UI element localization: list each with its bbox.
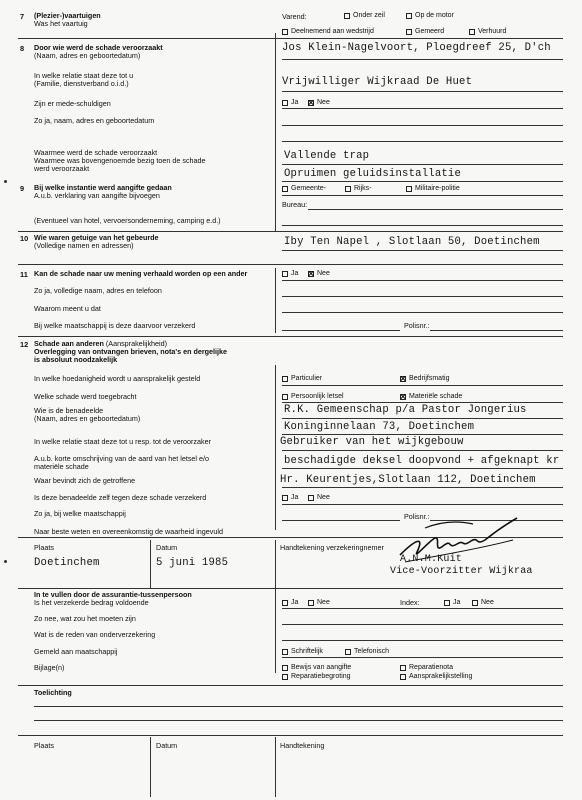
field-label: A.u.b. verklaring van aangifte bijvoegen [34, 191, 160, 200]
field-label: In welke hoedanigheid wordt u aansprakelijk gesteld [34, 374, 201, 383]
field-label: (Naam, adres en geboortedatum) [34, 51, 141, 60]
section-title: Wie waren getuige van het gebeurde [34, 233, 159, 242]
checkbox-op-de-motor[interactable]: Op de motor [406, 12, 454, 19]
checkbox-nee[interactable]: Nee [308, 599, 330, 606]
fill-line [282, 520, 400, 521]
field-label: Waarom meent u dat [34, 304, 101, 313]
field-label: Zo ja, naam, adres en geboortedatum [34, 116, 155, 125]
field-label: Plaats [34, 543, 54, 552]
section-title: is absoluut noodzakelijk [34, 355, 118, 364]
column-divider [275, 33, 276, 231]
checkbox-gemeerd[interactable]: Gemeerd [406, 28, 444, 35]
punch-hole [4, 560, 7, 563]
fill-line [282, 312, 563, 313]
fill-line [282, 296, 563, 297]
checkbox-bedrijfsmatig[interactable]: Bedrijfsmatig [400, 375, 449, 382]
signer-role: Vice-Voorzitter Wijkraa [390, 566, 533, 577]
field-label: (Naam, adres en geboortedatum) [34, 414, 141, 423]
field-label: Is het verzekerde bedrag voldoende [34, 598, 149, 607]
field-label: Gemeld aan maatschappij [34, 647, 118, 656]
fill-line [282, 434, 563, 435]
column-divider [150, 737, 151, 797]
field-label: Zo nee, wat zou het moeten zijn [34, 614, 136, 623]
section-number: 9 [20, 184, 25, 193]
field-label: Plaats [34, 741, 54, 750]
fill-line [282, 181, 563, 182]
checkbox-index-ja[interactable]: Ja [444, 599, 460, 606]
fill-line [282, 108, 563, 109]
declaration-text: Naar beste weten en overeenkomstig de waarheid ingevuld [34, 527, 223, 536]
column-divider [275, 268, 276, 333]
column-divider [275, 585, 276, 673]
checkbox-schriftelijk[interactable]: Schriftelijk [282, 648, 323, 655]
varend-label: Varend: [282, 12, 307, 21]
field-label: In welke relatie staat deze tot u [34, 71, 134, 80]
section-number: 11 [20, 270, 28, 279]
checkbox-begroting[interactable]: Reparatiebegroting [282, 673, 351, 680]
fill-line [282, 164, 563, 165]
fill-line [282, 330, 400, 331]
waarmee-value[interactable]: Vallende trap [284, 150, 370, 162]
polisnr-label: Polisnr.: [404, 321, 430, 330]
fill-line [282, 225, 563, 226]
datum-value[interactable]: 5 juni 1985 [156, 557, 229, 569]
field-label: Datum [156, 543, 178, 552]
checkbox-rijks[interactable]: Rijks- [345, 185, 372, 192]
checkbox-particulier[interactable]: Particulier [282, 375, 322, 382]
section-divider [18, 685, 563, 686]
relatie-value[interactable]: Vrijwilliger Wijkraad De Huet [282, 76, 473, 88]
checkbox-materiele-schade[interactable]: Materiële schade [400, 393, 462, 400]
section-title: Toelichting [34, 688, 72, 697]
index-label: Index: [400, 598, 420, 607]
column-divider [275, 365, 276, 530]
section-number: 8 [20, 44, 25, 53]
checkbox-nee[interactable]: Nee [308, 99, 330, 106]
fill-line [282, 450, 563, 451]
field-label: Bureau: [282, 200, 308, 209]
fill-line [430, 330, 563, 331]
veroorzaker-value[interactable]: Jos Klein-Nagelvoort, Ploegdreef 25, D'ch [282, 42, 551, 54]
checkbox-militaire[interactable]: Militaire-politie [406, 185, 460, 192]
fill-line [282, 624, 563, 625]
checkbox-telefonisch[interactable]: Telefonisch [345, 648, 389, 655]
benadeelde-adres-value[interactable]: Koninginnelaan 73, Doetinchem [284, 421, 475, 433]
section-number: 7 [20, 12, 25, 21]
omschrijving-value[interactable]: beschadigde deksel doopvond + afgeknapt kr [284, 455, 560, 467]
waar-value[interactable]: Hr. Keurentjes,Slotlaan 112, Doetinchem [280, 474, 536, 486]
punch-hole [4, 180, 7, 183]
field-label: Is deze benadeelde zelf tegen deze schade verzekerd [34, 493, 207, 502]
field-label: (Volledige namen en adressen) [34, 241, 134, 250]
field-label: Waar bevindt zich de getroffene [34, 476, 136, 485]
bezig-value[interactable]: Opruimen geluidsinstallatie [284, 168, 462, 180]
checkbox-index-nee[interactable]: Nee [472, 599, 494, 606]
field-label: Wie is de benadeelde [34, 406, 104, 415]
field-label: Welke schade werd toegebracht [34, 392, 137, 401]
fill-line [308, 209, 563, 210]
field-label: Datum [156, 741, 178, 750]
section-title: Door wie werd de schade veroorzaakt [34, 43, 163, 52]
checkbox-onder-zeil[interactable]: Onder zeil [344, 12, 385, 19]
relatie-benadeelde-value[interactable]: Gebruiker van het wijkgebouw [280, 436, 464, 448]
field-label: Waarmee werd de schade veroorzaakt [34, 148, 158, 157]
checkbox-persoonlijk-letsel[interactable]: Persoonlijk letsel [282, 393, 344, 400]
section-divider [18, 336, 563, 337]
fill-line [34, 706, 563, 707]
checkbox-nee[interactable]: Nee [308, 494, 330, 501]
field-label: A.u.b. korte omschrijving van de aard van het letsel e/o [34, 454, 209, 463]
signer-name: A.N.M.Kuit [400, 554, 463, 565]
section-divider [18, 38, 563, 39]
checkbox-reparatienota[interactable]: Reparatienota [400, 664, 453, 671]
fill-line [282, 385, 563, 386]
fill-line [282, 125, 563, 126]
field-label: werd veroorzaakt [34, 164, 90, 173]
field-label: Zijn er mede-schuldigen [34, 99, 111, 108]
section-title: Kan de schade naar uw mening verhaald worden op een ander [34, 269, 248, 278]
section-divider [18, 735, 563, 736]
fill-line [282, 418, 563, 419]
checkbox-gemeente[interactable]: Gemeente- [282, 185, 326, 192]
field-label: Bij welke maatschappij is deze daarvoor verzekerd [34, 321, 196, 330]
benadeelde-value[interactable]: R.K. Gemeenschap p/a Pastor Jongerius [284, 404, 527, 416]
checkbox-wedstrijd[interactable]: Deelnemend aan wedstrijd [282, 28, 374, 35]
column-divider [275, 737, 276, 797]
section-number: 12 [20, 340, 29, 349]
checkbox-nee[interactable]: Nee [308, 270, 330, 277]
checkbox-ja[interactable]: Ja [282, 599, 298, 606]
field-label: Waarmee was bovengenoemde bezig toen de schade [34, 156, 206, 165]
section-title: (Plezier-)vaartuigen [34, 11, 101, 20]
section-number: 10 [20, 234, 29, 243]
checkbox-verhuurd[interactable]: Verhuurd [469, 28, 506, 35]
fill-line [282, 504, 563, 505]
checkbox-ja[interactable]: Ja [282, 270, 298, 277]
field-label: Bijlage(n) [34, 663, 65, 672]
section-divider [18, 264, 563, 265]
fill-line [282, 468, 563, 469]
field-label: Handtekening verzekeringnemer [280, 543, 384, 552]
checkbox-ja[interactable]: Ja [282, 494, 298, 501]
fill-line [282, 402, 563, 403]
field-label: (Eventueel van hotel, vervoersonderneming, camping e.d.) [34, 216, 221, 225]
fill-line [282, 487, 563, 488]
field-label: Was het vaartuig [34, 19, 88, 28]
section-title: Overlegging van ontvangen brieven, nota's en dergelijke [34, 347, 228, 356]
fill-line [282, 608, 563, 609]
column-divider [275, 540, 276, 588]
field-label: Handtekening [280, 741, 325, 750]
fill-line [282, 640, 563, 641]
column-divider [150, 540, 151, 588]
field-label: Zo ja, bij welke maatschappij [34, 509, 126, 518]
section-divider [18, 231, 563, 232]
checkbox-ja[interactable]: Ja [282, 99, 298, 106]
field-label: Zo ja, volledige naam, adres en telefoon [34, 286, 162, 295]
fill-line [34, 720, 563, 721]
section-title: Bij welke instantie werd aangifte gedaan [34, 183, 172, 192]
field-label: (Familie, dienstverband o.i.d.) [34, 79, 129, 88]
getuige-value[interactable]: Iby Ten Napel , Slotlaan 50, Doetinchem [284, 236, 540, 248]
checkbox-aansprakelijk[interactable]: Aansprakelijkstelling [400, 673, 472, 680]
fill-line [282, 91, 563, 92]
fill-line [282, 141, 563, 142]
fill-line [282, 657, 563, 658]
field-label: materiële schade [34, 462, 89, 471]
section-title: Schade aan anderen (Aansprakelijkheid) [34, 339, 168, 348]
plaats-value[interactable]: Doetinchem [34, 557, 100, 569]
section-divider [18, 588, 563, 589]
field-label: Wat is de reden van onderverzekering [34, 630, 156, 639]
fill-line [282, 59, 563, 60]
fill-line [282, 195, 563, 196]
polisnr-label: Polisnr.: [404, 512, 430, 521]
section-title: In te vullen door de assurantie-tussenpersoon [34, 590, 192, 599]
fill-line [282, 250, 563, 251]
field-label: In welke relatie staat deze tot u resp. tot de veroorzaker [34, 437, 211, 446]
fill-line [282, 280, 563, 281]
checkbox-bewijs[interactable]: Bewijs van aangifte [282, 664, 351, 671]
